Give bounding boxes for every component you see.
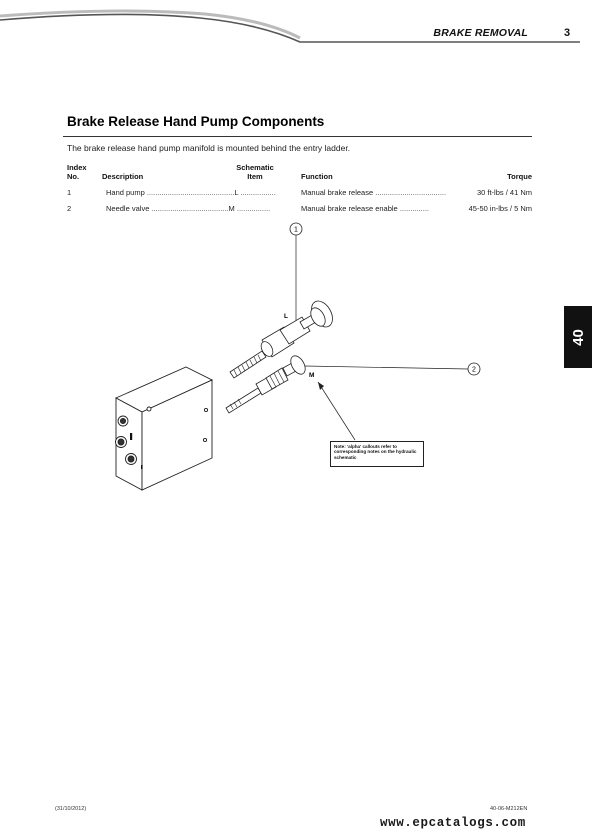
needle-valve-assembly xyxy=(226,353,308,413)
callout-1-label: 1 xyxy=(294,226,298,234)
manifold-block xyxy=(116,367,213,490)
row1-index: 1 xyxy=(67,188,72,197)
row2-leader-2: ................ xyxy=(234,204,271,213)
footer-doc-number: 40-06-M212EN xyxy=(490,806,528,812)
row1-function-text: Manual brake release xyxy=(301,188,374,197)
col-header-schematic-line1: Schematic xyxy=(236,163,274,172)
callout-2-leader xyxy=(305,366,468,369)
row2-item: M xyxy=(228,204,235,213)
row1-torque: 30 ft-lbs / 41 Nm xyxy=(476,188,532,197)
note-arrowhead xyxy=(318,382,324,390)
note-leader xyxy=(318,382,355,440)
col-header-index-line1: Index xyxy=(67,163,87,172)
row2-leader-3: .............. xyxy=(397,204,429,213)
note-box: Note: 'alpha' callouts refer to corresponding notes on the hydraulic schematic xyxy=(330,441,424,467)
row1-item: L xyxy=(234,188,239,197)
col-header-function: Function xyxy=(301,172,333,181)
footer-date: (31/10/2012) xyxy=(55,806,87,812)
row1-description-text: Hand pump xyxy=(106,188,145,197)
page-title: Brake Release Hand Pump Components xyxy=(67,114,325,129)
intro-text: The brake release hand pump manifold is mounted behind the entry ladder. xyxy=(67,143,351,153)
col-header-schematic-line2: Item xyxy=(247,172,263,181)
row2-torque: 45-50 in-lbs / 5 Nm xyxy=(468,204,532,213)
section-tab-label: 40 xyxy=(569,328,587,346)
hand-pump-assembly xyxy=(230,297,337,378)
item-label-m: M xyxy=(309,372,315,379)
col-header-description: Description xyxy=(102,172,144,181)
watermark[interactable]: www.epcatalogs.com xyxy=(380,816,526,830)
row2-index: 2 xyxy=(67,204,72,213)
row1-leader-2: ................. xyxy=(238,188,276,197)
row1-leader-1: .......................................... xyxy=(144,188,235,197)
col-header-torque: Torque xyxy=(507,172,532,181)
row2-description-text: Needle valve xyxy=(106,204,150,213)
callout-2-label: 2 xyxy=(472,366,476,374)
header-section-title: BRAKE REMOVAL xyxy=(433,27,528,39)
row1-leader-3: .................................. xyxy=(373,188,447,197)
row2-function-text: Manual brake release enable xyxy=(301,204,398,213)
item-label-l: L xyxy=(284,313,288,320)
col-header-index-line2: No. xyxy=(67,172,80,181)
header-page-number: 3 xyxy=(563,27,571,39)
row2-leader-1: ..................................... xyxy=(149,204,229,213)
